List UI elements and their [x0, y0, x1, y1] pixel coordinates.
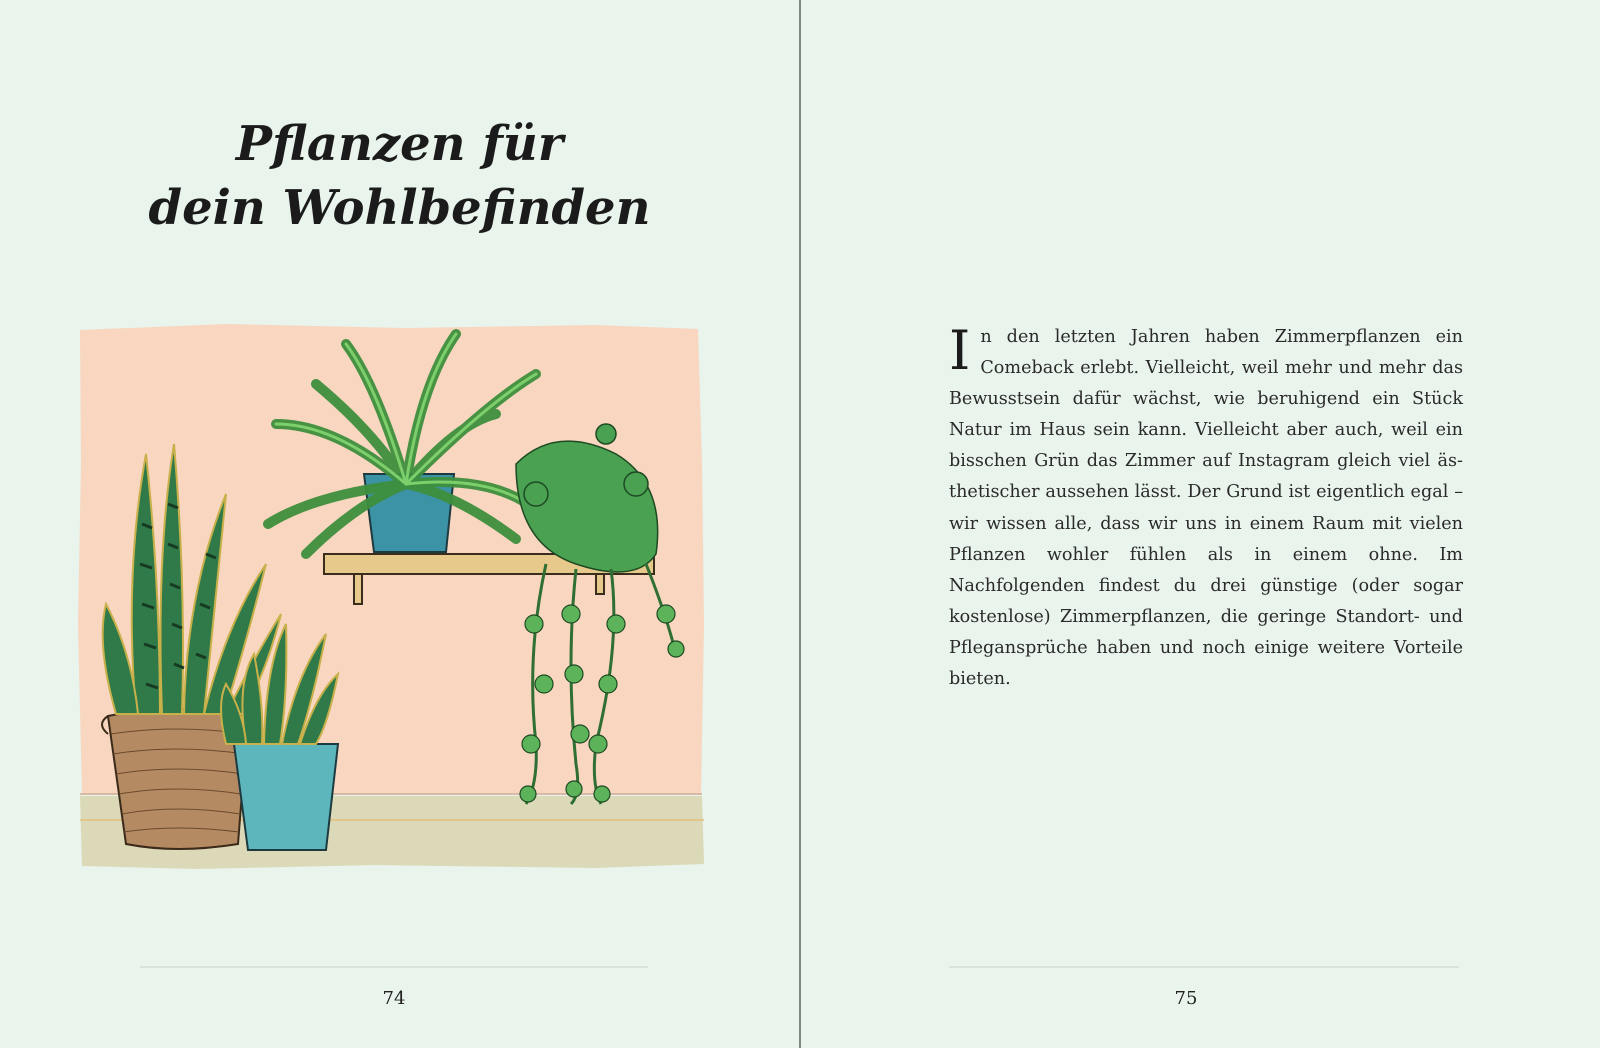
- left-page: [0, 0, 799, 1048]
- right-page: [801, 0, 1600, 1048]
- footer-rule-left: [140, 966, 648, 968]
- chapter-title-line-2: dein Wohlbefinden: [148, 180, 651, 236]
- page-number-right: 75: [1174, 988, 1198, 1009]
- chapter-title: [0, 112, 799, 240]
- chapter-title-line-1: Pflanzen für: [235, 116, 564, 172]
- body-paragraph: [949, 319, 1463, 695]
- teal-pot: [234, 744, 338, 850]
- footer-rule-right: [949, 966, 1459, 968]
- houseplants-illustration: [76, 324, 712, 884]
- body-text: n den letzten Jahren haben Zimmerpflanzen ein Comeback erlebt. Vielleicht, weil mehr und mehr das Bewusstsein dafür wächst, wie beruhigend ein Stück Natur im Haus sein kann. Vielleicht aber auch, weil ein bisschen Grün das Zimmer auf Instagram gleich viel ästhetischer aussehen lässt. Der Grund ist eigentlich egal – wir wissen alle, dass wir uns in einem Raum mit vielen Pflanzen wohler fühlen als in einem ohne. Im Nachfolgenden findest du drei günstige (oder sogar kostenlose) Zimmerpflanzen, die geringe Standort- und Pflegansprüche haben und noch einige weitere Vorteile bieten.: [949, 327, 1463, 690]
- drop-cap: I: [949, 319, 971, 382]
- page-number-left: 74: [382, 988, 406, 1009]
